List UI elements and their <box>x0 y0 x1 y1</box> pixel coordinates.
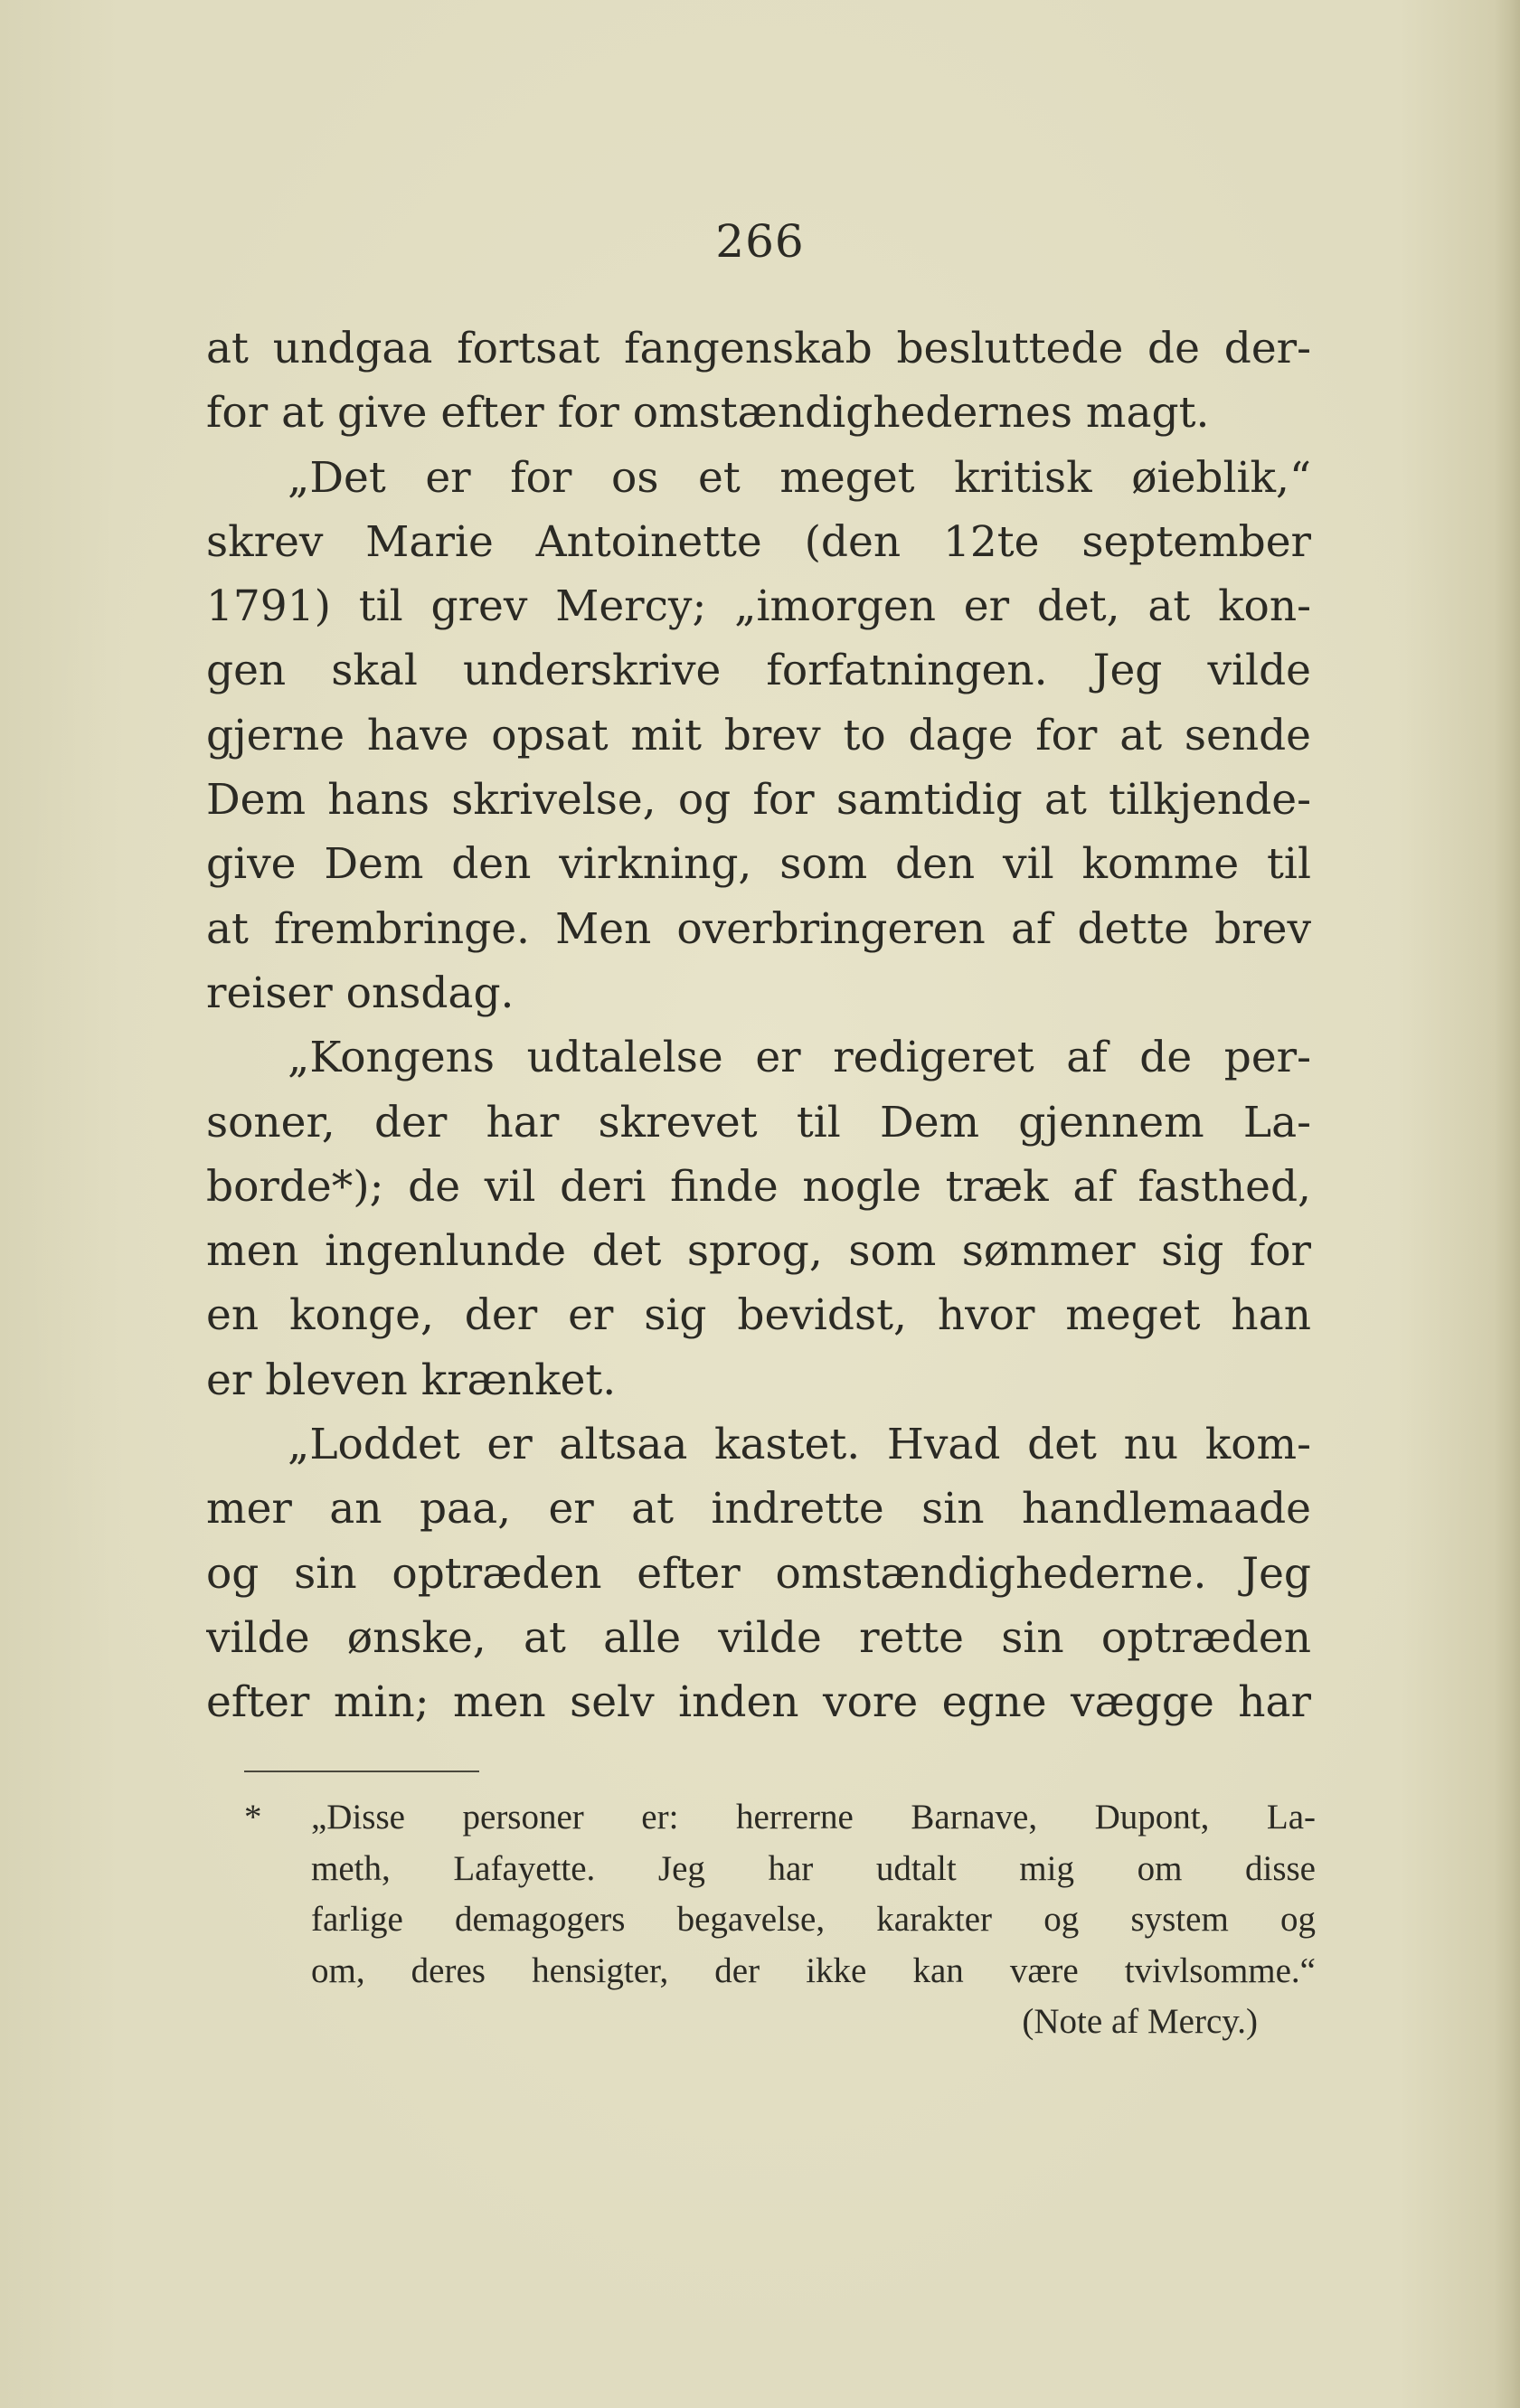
text-line: for at give efter for omstændighedernes magt. <box>206 388 1210 439</box>
text-line: at undgaa fortsat fangenskab besluttede de der- <box>206 324 1311 373</box>
footnote-line-first <box>244 1792 1316 1844</box>
text-line: og sin optræden efter omstændighederne. Jeg <box>206 1548 1311 1599</box>
footnote-text: „Disse personer er: herrerne Barnave, Dupont, La- <box>311 1798 1316 1837</box>
footnote-line: meth, Lafayette. Jeg har udtalt mig om disse <box>311 1848 1316 1888</box>
text-line: mer an paa, er at indrette sin handlemaade <box>206 1484 1311 1535</box>
footnote-attribution: (Note af Mercy.) <box>1022 2002 1258 2041</box>
text-line: skrev Marie Antoinette (den 12te september <box>206 516 1311 567</box>
page-number: 266 <box>715 215 805 268</box>
text-line: soner, der har skrevet til Dem gjennem La- <box>206 1097 1311 1147</box>
text-line: reiser onsdag. <box>206 968 515 1018</box>
text-line: give Dem den virkning, som den vil komme til <box>206 839 1311 890</box>
text-line: efter min; men selv inden vore egne vægge har <box>206 1677 1311 1728</box>
footnote-line: farlige demagogers begavelse, karakter og system og <box>311 1900 1316 1939</box>
text-line: vilde ønske, at alle vilde rette sin optræden <box>206 1612 1311 1663</box>
text-line: „Loddet er altsaa kastet. Hvad det nu kom- <box>288 1420 1311 1470</box>
footnote-divider <box>244 1771 479 1772</box>
footnote-line: om, deres hensigter, der ikke kan være tvivlsomme.“ <box>311 1950 1316 1990</box>
footnote-marker: * <box>244 1798 262 1837</box>
text-line: at frembringe. Men overbringeren af dette brev <box>206 903 1311 954</box>
text-line: borde*); de vil deri finde nogle træk af fasthed, <box>206 1161 1311 1212</box>
text-line: gjerne have opsat mit brev to dage for at sende <box>206 710 1311 760</box>
text-line: gen skal underskrive forfatningen. Jeg vilde <box>206 646 1311 696</box>
text-line: 1791) til grev Mercy; „imorgen er det, at kon- <box>206 581 1311 632</box>
text-line: en konge, der er sig bevidst, hvor meget han <box>206 1290 1311 1341</box>
text-line: er bleven krænket. <box>206 1355 617 1405</box>
body-text <box>206 316 1311 1735</box>
footnote <box>244 1792 1316 2048</box>
text-line: „Det er for os et meget kritisk øieblik,“ <box>288 452 1311 503</box>
page-edge-shadow <box>1495 0 1520 2408</box>
text-line: men ingenlunde det sprog, som sømmer sig for <box>206 1226 1311 1277</box>
text-line: Dem hans skrivelse, og for samtidig at tilkjende- <box>206 775 1311 826</box>
text-line: „Kongens udtalelse er redigeret af de per- <box>288 1033 1311 1083</box>
